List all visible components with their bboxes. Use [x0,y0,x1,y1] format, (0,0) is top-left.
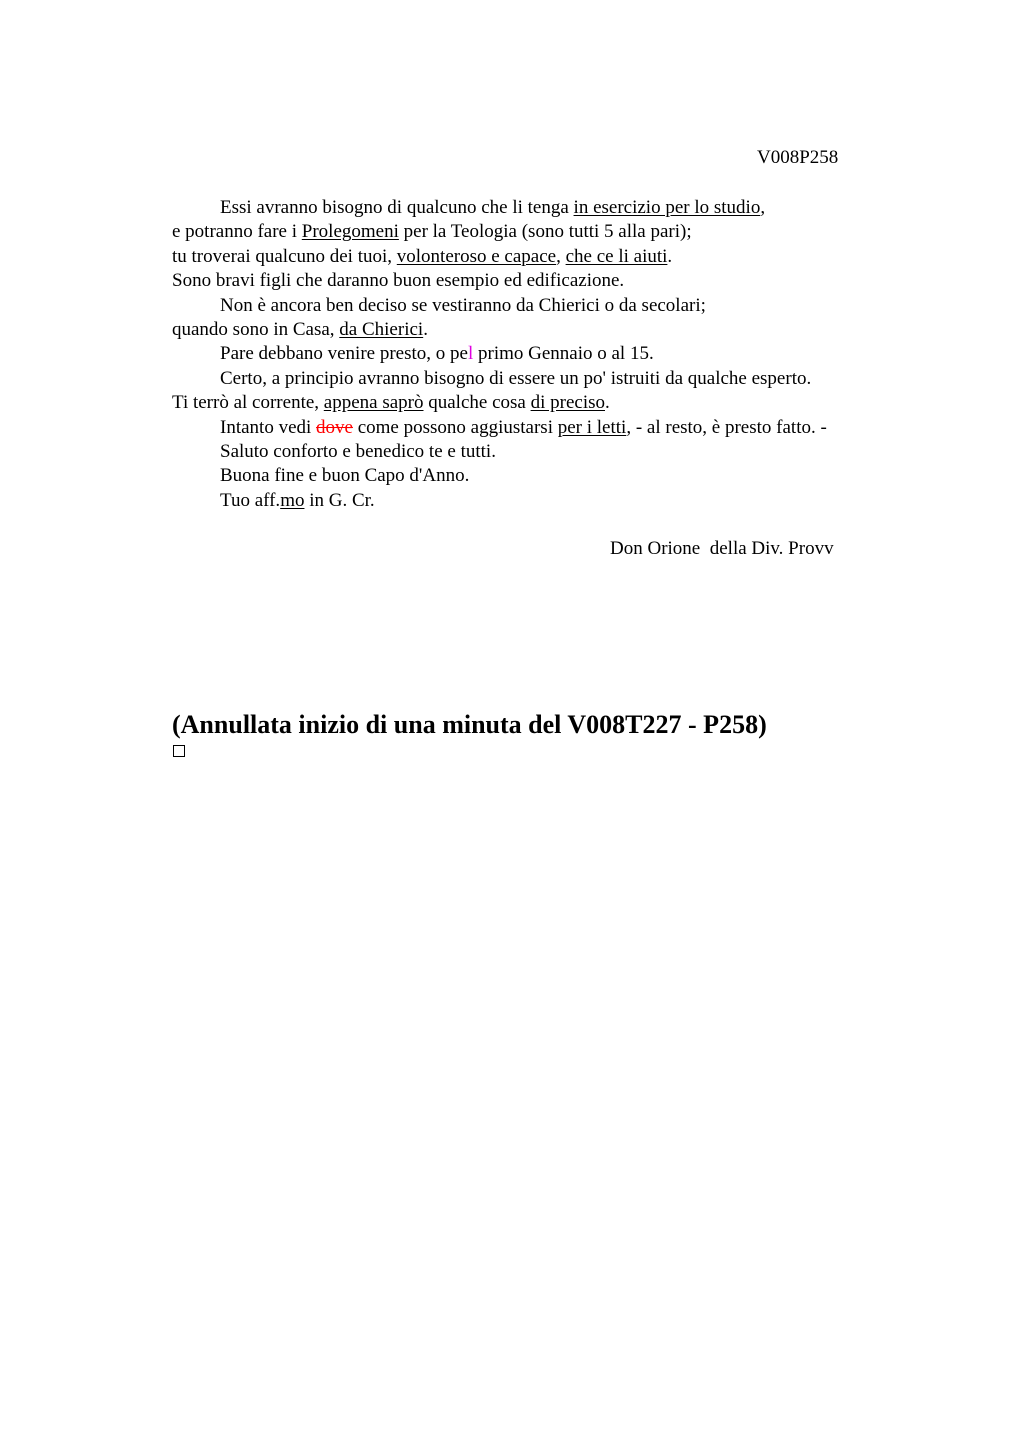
text-segment: , [760,197,766,218]
deleted-text: dove [316,416,353,438]
underlined-text: che ce li aiuti [565,245,668,267]
text-line [172,440,912,464]
text-segment: Intanto vedi [220,416,317,438]
text-line [172,220,912,244]
text-segment: e potranno fare i [172,221,302,243]
text-segment: primo Gennaio o al 15. [473,343,654,365]
page-reference: V008P258 [757,147,839,168]
underlined-text: da Chierici [339,318,424,340]
letter-body [172,196,912,513]
text-segment: Certo, a principio avranno bisogno di essere un po' istruiti da qualche esperto. [220,367,812,389]
text-line [172,245,912,269]
text-line [172,489,912,513]
underlined-text: di preciso [530,392,605,414]
text-segment: Essi avranno bisogno di qualcuno che li tenga [220,197,574,218]
empty-box-icon [173,745,185,757]
text-line [172,318,912,342]
text-segment: come possono aggiustarsi [352,416,558,438]
underlined-text: Prolegomeni [301,221,399,243]
underlined-text: volonteroso e capace [396,245,557,267]
section-heading: (Annullata inizio di una minuta del V008T227 - P258) [172,710,767,739]
underlined-text: in esercizio per lo studio [573,197,761,218]
text-segment: Tuo aff. [220,489,281,511]
text-segment: in G. Cr. [304,489,375,511]
text-segment: Sono bravi figli che daranno buon esempio ed edificazione. [172,270,625,292]
underlined-text: appena saprò [323,392,424,414]
text-line [172,391,912,415]
text-segment: Saluto conforto e benedico te e tutti. [220,440,496,462]
text-line [172,367,912,391]
inserted-text: l [467,343,474,365]
underlined-text: mo [280,489,305,511]
text-line [172,416,912,440]
text-segment: per la Teologia (sono tutti 5 alla pari); [398,221,692,243]
text-segment: Pare debbano venire presto, o pe [220,343,468,365]
text-line [172,342,912,366]
text-segment: , - al resto, è presto fatto. - [626,416,827,438]
text-segment: . [667,245,673,267]
text-segment: tu troverai qualcuno dei tuoi, [172,245,397,267]
text-segment: quando sono in Casa, [172,318,340,340]
text-segment: Ti terrò al corrente, [172,392,324,414]
text-segment: Non è ancora ben deciso se vestiranno da Chierici o da secolari; [220,294,706,316]
text-line [172,464,912,488]
text-segment: qualche cosa [423,392,531,414]
text-line [172,294,912,318]
text-segment: Buona fine e buon Capo d'Anno. [220,465,470,487]
underlined-text: per i letti [557,416,627,438]
text-line [172,269,912,293]
text-segment: . [605,392,610,414]
signature: Don Orione della Div. Provv [610,538,834,559]
text-segment: . [423,318,428,340]
text-segment: , [556,245,566,267]
text-line [172,196,912,220]
